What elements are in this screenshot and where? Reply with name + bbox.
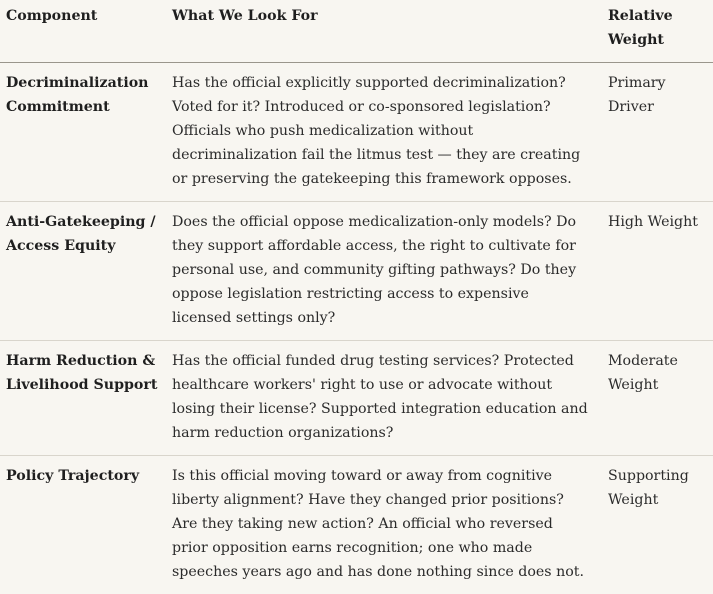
row-relative-weight: Supporting Weight	[602, 456, 713, 594]
row-component: Policy Trajectory	[0, 456, 166, 594]
header-component: Component	[0, 0, 166, 63]
row-what-we-look-for: Is this official moving toward or away from cognitive liberty alignment? Have they changed prior positions? Are they taking new action? An official who reversed prior opposition earns recognition; one who made speeches years ago and has done nothing since does not.	[166, 456, 602, 594]
row-relative-weight: High Weight	[602, 202, 713, 341]
row-what-we-look-for: Does the official oppose medicalization-only models? Do they support affordable access, the right to cultivate for personal use, and community gifting pathways? Do they oppose legislation restricting access to expensive licensed settings only?	[166, 202, 602, 341]
table-row	[0, 63, 713, 202]
row-relative-weight: Primary Driver	[602, 63, 713, 202]
row-component: Decriminalization Commitment	[0, 63, 166, 202]
table-row	[0, 202, 713, 341]
row-component: Harm Reduction & Livelihood Support	[0, 341, 166, 456]
row-what-we-look-for: Has the official explicitly supported decriminalization? Voted for it? Introduced or co-sponsored legislation? Officials who push medicalization without decriminalization fail the litmus test — they are creating or preserving the gatekeeping this framework opposes.	[166, 63, 602, 202]
row-what-we-look-for: Has the official funded drug testing services? Protected healthcare workers' right to use or advocate without losing their license? Supported integration education and harm reduction organizations?	[166, 341, 602, 456]
table-row	[0, 456, 713, 594]
row-component: Anti-Gatekeeping / Access Equity	[0, 202, 166, 341]
table-header-row	[0, 0, 713, 63]
header-relative-weight: Relative Weight	[602, 0, 713, 63]
header-what-we-look-for: What We Look For	[166, 0, 602, 63]
row-relative-weight: Moderate Weight	[602, 341, 713, 456]
table-row	[0, 341, 713, 456]
